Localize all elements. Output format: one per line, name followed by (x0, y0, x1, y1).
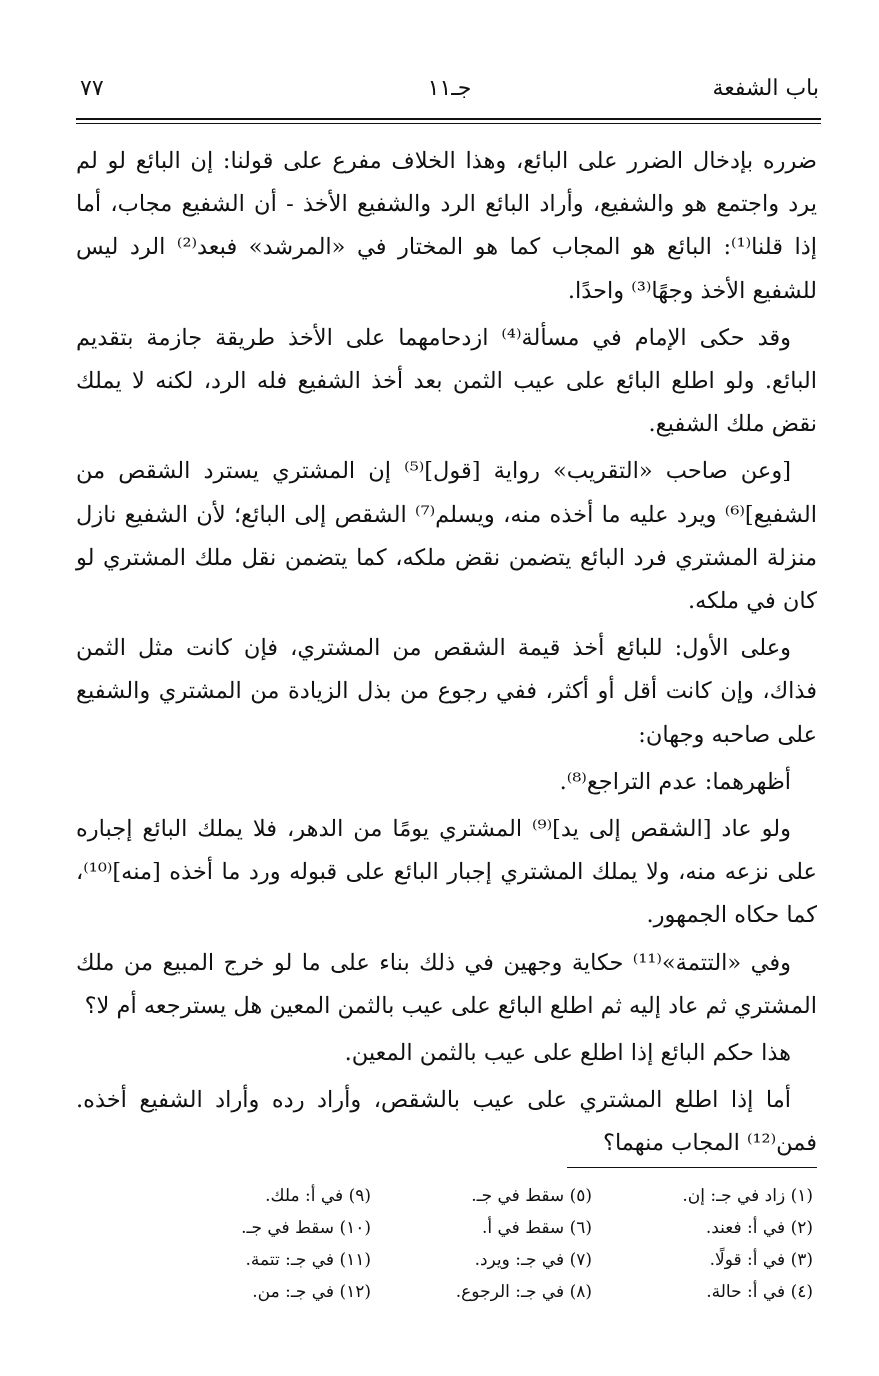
footnotes (150, 1180, 813, 1308)
main-text (76, 140, 817, 1170)
footnote: (١) زاد في جـ: إن. (682, 1186, 813, 1206)
footnote: (١٠) سقط في جـ. (241, 1218, 371, 1238)
paragraph: ولو عاد [الشقص إلى يد]⁽⁹⁾ المشتري يومًا من الدهر، فلا يملك البائع إجباره على نزعه منه، ولا يملك المشتري إجبار البائع على قبوله ورد ما أخذه [منه]⁽¹⁰⁾، كما حكاه الجمهور. (76, 816, 817, 929)
header-rule-thin (76, 123, 821, 124)
footnote: (٩) في أ: ملك. (265, 1186, 371, 1206)
footnote: (٨) في جـ: الرجوع. (455, 1282, 592, 1302)
footnote: (٣) في أ: قولًا. (709, 1250, 813, 1270)
page-header (80, 68, 819, 116)
paragraph: وعلى الأول: للبائع أخذ قيمة الشقص من المشتري، فإن كانت مثل الثمن فذاك، وإن كانت أقل أو أكثر، ففي رجوع من بذل الزيادة من المشتري والشفيع على صاحبه وجهان: (76, 635, 817, 748)
header-rule (76, 118, 821, 120)
footnote-rule (567, 1167, 817, 1168)
footnote: (٥) سقط في جـ. (471, 1186, 592, 1206)
paragraph: أظهرهما: عدم التراجع⁽⁸⁾. (559, 768, 791, 795)
page-number: ٧٧ (80, 76, 104, 101)
footnote: (٢) في أ: فعند. (705, 1218, 813, 1238)
paragraph: وفي «التتمة»⁽¹¹⁾ حكاية وجهين في ذلك بناء على ما لو خرج المبيع من ملك المشتري ثم عاد إليه ثم اطلع البائع على عيب بالثمن المعين هل يسترجعه أم لا؟ (76, 949, 817, 1019)
chapter-title: باب الشفعة (712, 76, 819, 101)
footnote: (١١) في جـ: تتمة. (245, 1250, 371, 1270)
paragraph: [وعن صاحب «التقريب» رواية [قول]⁽⁵⁾ إن المشتري يسترد الشقص من الشفيع]⁽⁶⁾ ويرد عليه ما أخذه منه، ويسلم⁽⁷⁾ الشقص إلى البائع؛ لأن الشفيع نازل منزلة المشتري فرد البائع يتضمن نقض ملكه، كما يتضمن نقل ملك المشتري لو كان في ملكه. (76, 458, 817, 615)
footnote: (٤) في أ: حالة. (706, 1282, 813, 1302)
footnote: (٧) في جـ: ويرد. (474, 1250, 592, 1270)
paragraph: أما إذا اطلع المشتري على عيب بالشقص، وأراد رده وأراد الشفيع أخذه. فمن⁽¹²⁾ المجاب منهما؟ (76, 1087, 817, 1157)
volume-label: جـ١١ (427, 76, 472, 101)
paragraph: ضرره بإدخال الضرر على البائع، وهذا الخلاف مفرع على قولنا: إن البائع لو لم يرد واجتمع هو والشفيع، وأراد البائع الرد والشفيع الأخذ - أن الشفيع مجاب، أما إذا قلنا⁽¹⁾: البائع هو المجاب كما هو المختار في «المرشد» فبعد⁽²⁾ الرد ليس للشفيع الأخذ وجهًا⁽³⁾ واحدًا. (76, 148, 818, 304)
paragraph: وقد حكى الإمام في مسألة⁽⁴⁾ ازدحامهما على الأخذ طريقة جازمة بتقديم البائع. ولو اطلع البائع على عيب الثمن بعد أخذ الشفيع فله الرد، لكنه لا يملك نقض ملك الشفيع. (76, 324, 817, 438)
paragraph: هذا حكم البائع إذا اطلع على عيب بالثمن المعين. (344, 1040, 791, 1067)
footnote: (١٢) في جـ: من. (252, 1282, 371, 1302)
footnote: (٦) سقط في أ. (481, 1218, 592, 1238)
